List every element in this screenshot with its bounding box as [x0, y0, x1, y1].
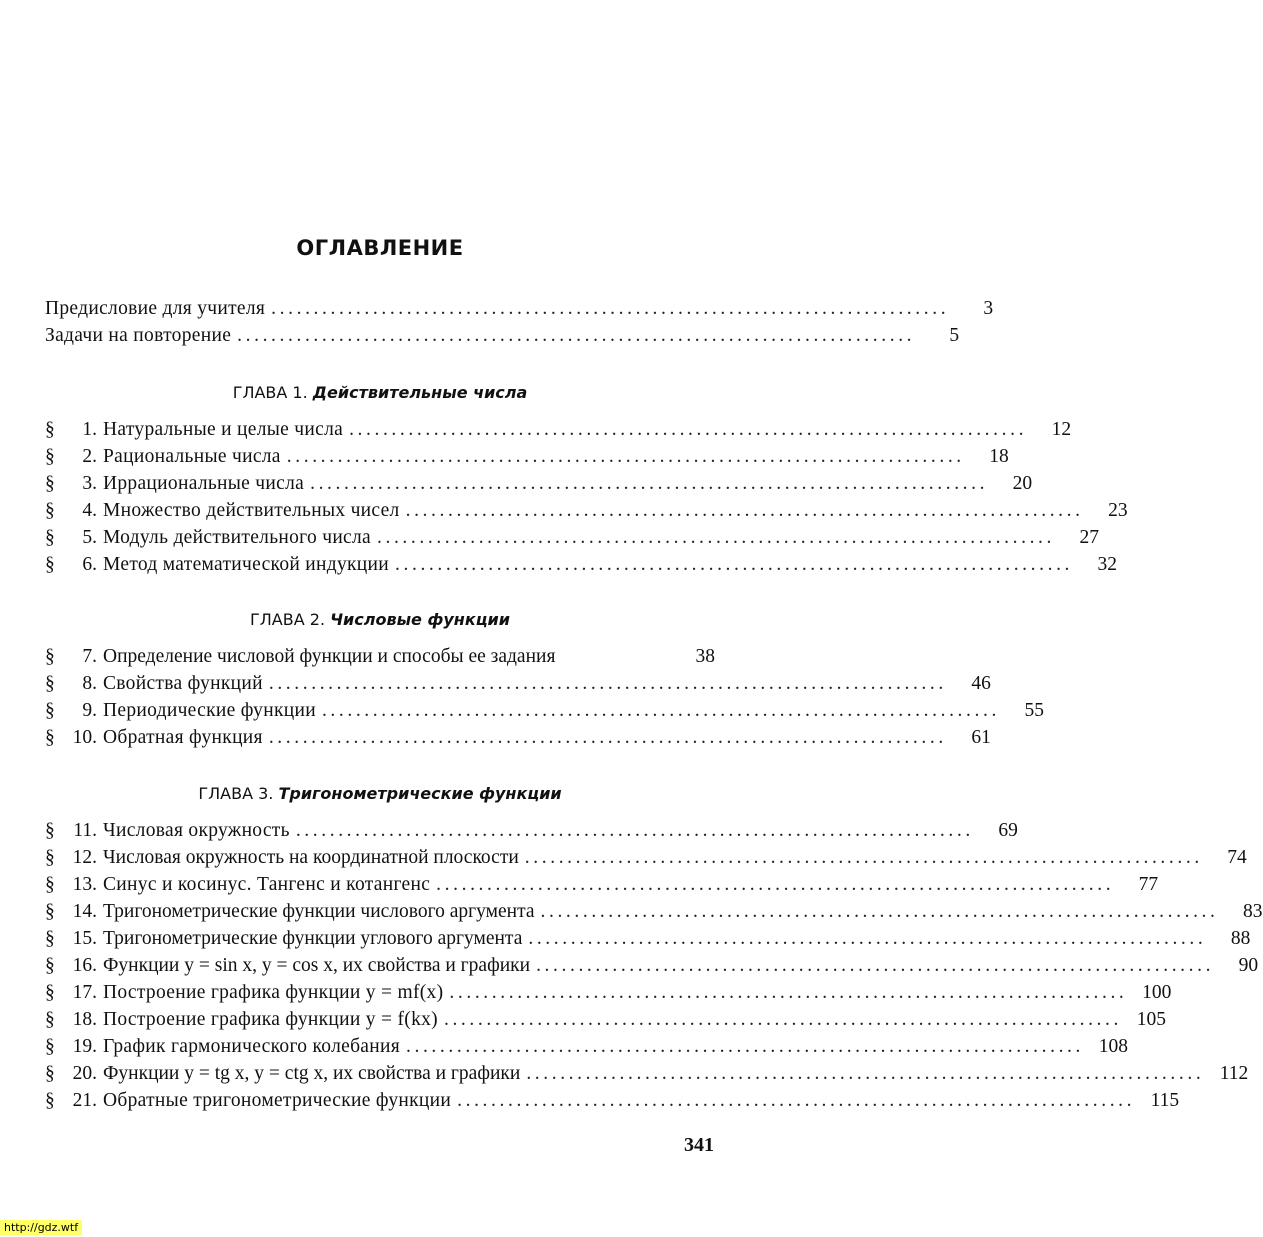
dot-leader: ................................................................................: [405, 500, 1084, 521]
section-number: 9.: [82, 700, 97, 721]
dot-leader: ................................................................................: [436, 874, 1115, 895]
section-number: 8.: [82, 673, 97, 694]
chapter-name: Действительные числа: [312, 383, 528, 402]
toc-entry[interactable]: [45, 874, 1159, 900]
toc-entry[interactable]: [45, 955, 1259, 981]
entry-title: Натуральные и целые числа: [103, 419, 344, 440]
chapter-heading-2: [0, 610, 760, 629]
entry-page: 105: [1136, 1009, 1166, 1030]
section-symbol: §: [45, 820, 55, 841]
section-symbol: §: [45, 473, 55, 494]
entry-title: Числовая окружность: [103, 820, 290, 841]
section-symbol: §: [45, 419, 55, 440]
toc-entry[interactable]: [45, 1009, 1166, 1035]
chapter-heading-3: [0, 784, 760, 803]
section-number: 17.: [72, 982, 97, 1003]
section-symbol: §: [45, 874, 55, 895]
section-number: 6.: [82, 554, 97, 575]
section-symbol: §: [45, 1063, 55, 1084]
entry-page: 3: [983, 298, 994, 319]
entry-page: 115: [1150, 1090, 1180, 1111]
entry-title: График гармонического колебания: [103, 1036, 400, 1057]
section-number: 3.: [82, 473, 97, 494]
entry-page: 55: [1024, 700, 1044, 721]
entry-page: 69: [998, 820, 1018, 841]
entry-title: Множество действительных чисел: [103, 500, 400, 521]
dot-leader: ................................................................................: [310, 473, 989, 494]
entry-page: 61: [971, 727, 991, 748]
dot-leader: ................................................................................: [237, 325, 916, 346]
entry-page: 74: [1227, 847, 1247, 868]
entry-title: Периодические функции: [103, 700, 316, 721]
toc-entry[interactable]: [45, 1036, 1128, 1062]
section-symbol: §: [45, 527, 55, 548]
entry-title: Задачи на повторение: [45, 325, 232, 346]
entry-page: 27: [1079, 527, 1099, 548]
entry-title: Рациональные числа: [103, 446, 281, 467]
section-symbol: §: [45, 1009, 55, 1030]
dot-leader: ................................................................................: [395, 554, 1074, 575]
entry-title: Обратные тригонометрические функции: [103, 1090, 452, 1111]
section-number: 2.: [82, 446, 97, 467]
entry-page: 88: [1230, 928, 1251, 949]
entry-title: Определение числовой функции и способы ее задания: [103, 646, 556, 667]
entry-page: 38: [695, 646, 715, 667]
dot-leader: ................................................................................: [321, 700, 1000, 721]
toc-entry[interactable]: [45, 727, 991, 753]
chapter-prefix: ГЛАВА 3.: [198, 784, 274, 803]
section-symbol: §: [45, 673, 55, 694]
section-number: 4.: [82, 500, 97, 521]
entry-page: 23: [1108, 500, 1128, 521]
toc-entry-preface[interactable]: [45, 298, 994, 324]
section-symbol: §: [45, 928, 55, 949]
toc-entry[interactable]: [45, 982, 1172, 1008]
entry-page: 12: [1051, 419, 1072, 440]
dot-leader: ................................................................................: [271, 298, 950, 319]
section-symbol: §: [45, 700, 55, 721]
section-number: 20.: [72, 1063, 97, 1084]
toc-entry[interactable]: [45, 820, 1018, 846]
section-number: 16.: [72, 955, 97, 976]
toc-entry[interactable]: [45, 847, 1247, 873]
entry-title: Обратная функция: [103, 727, 263, 748]
toc-entry[interactable]: [45, 500, 1128, 526]
toc-entry[interactable]: [45, 901, 1263, 927]
section-number: 7.: [82, 646, 97, 667]
dot-leader: ................................................................................: [526, 1063, 1205, 1084]
entry-title: Модуль действительного числа: [103, 527, 371, 548]
toc-entry[interactable]: [45, 700, 1044, 726]
page-title: ОГЛАВЛЕНИЕ: [296, 236, 464, 260]
entry-title: Предисловие для учителя: [45, 298, 266, 319]
section-symbol: §: [45, 727, 55, 748]
dot-leader: ................................................................................: [528, 928, 1207, 949]
chapter-name: Тригонометрические функции: [278, 784, 562, 803]
section-symbol: §: [45, 847, 55, 868]
entry-page: 46: [971, 673, 991, 694]
dot-leader: ................................................................................: [540, 901, 1219, 922]
entry-title: Построение графика функции y = mf(x): [103, 982, 444, 1003]
entry-title: Синус и косинус. Тангенс и котангенс: [103, 874, 431, 895]
entry-title: Иррациональные числа: [103, 473, 305, 494]
entry-page: 90: [1238, 955, 1259, 976]
entry-title: Тригонометрические функции углового аргумента: [103, 928, 523, 949]
dot-leader: ................................................................................: [377, 527, 1055, 548]
section-number: 10.: [72, 727, 97, 748]
section-number: 21.: [72, 1090, 97, 1111]
section-symbol: §: [45, 646, 55, 667]
dot-leader: ................................................................................: [449, 982, 1128, 1003]
entry-title: Свойства функций: [103, 673, 263, 694]
entry-page: 32: [1097, 554, 1118, 575]
toc-entry[interactable]: [45, 473, 1033, 499]
entry-page: 108: [1098, 1036, 1128, 1057]
dot-leader: ................................................................................: [268, 673, 947, 694]
entry-title: Тригонометрические функции числового аргумента: [103, 901, 535, 922]
entry-page: 5: [949, 325, 960, 346]
toc-entry[interactable]: [45, 928, 1251, 954]
toc-entry[interactable]: [45, 646, 715, 672]
entry-page: 18: [989, 446, 1009, 467]
entry-title: Функции y = sin x, y = cos x, их свойства и графики: [103, 955, 531, 976]
entry-page: 20: [1012, 473, 1033, 494]
dot-leader: ................................................................................: [286, 446, 965, 467]
dot-leader: ................................................................................: [457, 1090, 1136, 1111]
chapter-prefix: ГЛАВА 1.: [232, 383, 308, 402]
chapter-prefix: ГЛАВА 2.: [250, 610, 326, 629]
toc-entry[interactable]: [45, 554, 1118, 580]
section-number: 11.: [73, 820, 97, 841]
entry-title: Построение графика функции y = f(kx): [103, 1009, 438, 1030]
section-number: 19.: [72, 1036, 97, 1057]
section-symbol: §: [45, 901, 55, 922]
toc-entry[interactable]: [45, 446, 1009, 472]
section-number: 15.: [72, 928, 97, 949]
section-number: 14.: [72, 901, 97, 922]
dot-leader: ................................................................................: [536, 955, 1215, 976]
entry-page: 77: [1138, 874, 1159, 895]
toc-entry[interactable]: [45, 419, 1072, 445]
dot-leader: ................................................................................: [443, 1009, 1122, 1030]
chapter-name: Числовые функции: [330, 610, 510, 629]
chapter-heading-1: [0, 383, 760, 402]
dot-leader: ................................................................................: [349, 419, 1028, 440]
section-number: 1.: [82, 419, 97, 440]
section-number: 13.: [72, 874, 97, 895]
toc-entry[interactable]: [45, 673, 991, 699]
toc-entry[interactable]: [45, 527, 1099, 553]
section-symbol: §: [45, 1036, 55, 1057]
entry-title: Метод математической индукции: [103, 554, 390, 575]
section-number: 5.: [82, 527, 97, 548]
section-symbol: §: [45, 982, 55, 1003]
section-number: 18.: [72, 1009, 97, 1030]
toc-entry[interactable]: [45, 1063, 1249, 1089]
toc-entry-review[interactable]: [45, 325, 960, 351]
entry-page: 83: [1243, 901, 1263, 922]
section-symbol: §: [45, 955, 55, 976]
section-symbol: §: [45, 446, 55, 467]
entry-page: 112: [1219, 1063, 1249, 1084]
entry-title: Функции y = tg x, y = ctg x, их свойства и графики: [103, 1063, 521, 1084]
section-number: 12.: [72, 847, 97, 868]
section-symbol: §: [45, 554, 55, 575]
dot-leader: ................................................................................: [406, 1036, 1084, 1057]
entry-page: 100: [1142, 982, 1172, 1003]
dot-leader: ................................................................................: [268, 727, 947, 748]
dot-leader: ................................................................................: [524, 847, 1203, 868]
section-symbol: §: [45, 1090, 55, 1111]
page-number: 341: [684, 1134, 714, 1156]
entry-title: Числовая окружность на координатной плоскости: [103, 847, 519, 868]
watermark-link[interactable]: http://gdz.wtf: [0, 1220, 82, 1235]
toc-entry[interactable]: [45, 1090, 1180, 1116]
section-symbol: §: [45, 500, 55, 521]
dot-leader: ................................................................................: [295, 820, 974, 841]
